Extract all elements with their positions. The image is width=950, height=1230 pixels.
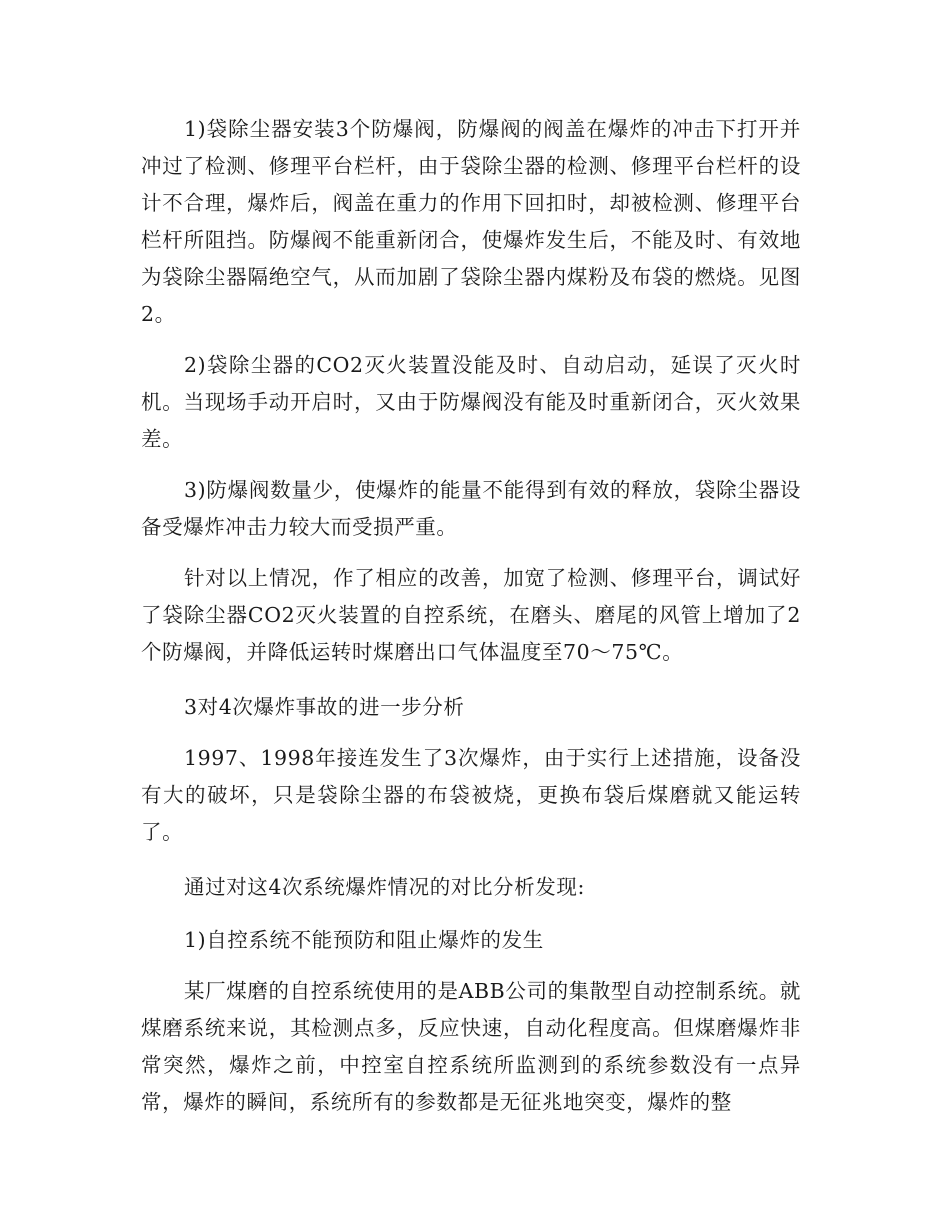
paragraph-co2-extinguisher: 2)袋除尘器的CO2灭火装置没能及时、自动启动，延误了灭火时机。当现场手动开启时，又由于防爆阀没有能及时重新闭合，灭火效果差。 — [141, 353, 801, 451]
subheading-auto-control: 1)自控系统不能预防和阻止爆炸的发生 — [184, 928, 544, 952]
paragraph-improvements: 针对以上情况，作了相应的改善，加宽了检测、修理平台，调试好了袋除尘器CO2灭火装置的自控系统，在磨头、磨尾的风管上增加了2个防爆阀，并降低运转时煤磨出口气体温度至70～75℃。 — [141, 566, 801, 664]
paragraph-comparison-findings: 通过对这4次系统爆炸情况的对比分析发现: — [184, 875, 585, 899]
paragraph-explosion-valve: 1)袋除尘器安装3个防爆阀，防爆阀的阀盖在爆炸的冲击下打开并冲过了检测、修理平台栏杆，由于袋除尘器的检测、修理平台栏杆的设计不合理，爆炸后，阀盖在重力的作用下回扣时，却被检测、修理平台栏杆所阻挡。防爆阀不能重新闭合，使爆炸发生后，不能及时、有效地为袋除尘器隔绝空气，从而加剧了袋除尘器内煤粉及布袋的燃烧。见图2。 — [141, 117, 801, 326]
paragraph-valve-count: 3)防爆阀数量少，使爆炸的能量不能得到有效的释放，袋除尘器设备受爆炸冲击力较大而受损严重。 — [141, 478, 801, 539]
paragraph-1997-1998-explosions: 1997、1998年接连发生了3次爆炸，由于实行上述措施，设备没有大的破坏，只是袋除尘器的布袋被烧，更换布袋后煤磨就又能运转了。 — [141, 746, 801, 844]
paragraph-abb-control-system: 某厂煤磨的自控系统使用的是ABB公司的集散型自动控制系统。就煤磨系统来说，其检测点多，反应快速，自动化程度高。但煤磨爆炸非常突然，爆炸之前，中控室自控系统所监测到的系统参数没有一点异常，爆炸的瞬间，系统所有的参数都是无征兆地突变，爆炸的整 — [141, 979, 801, 1114]
section-heading-further-analysis: 3对4次爆炸事故的进一步分析 — [184, 695, 465, 719]
